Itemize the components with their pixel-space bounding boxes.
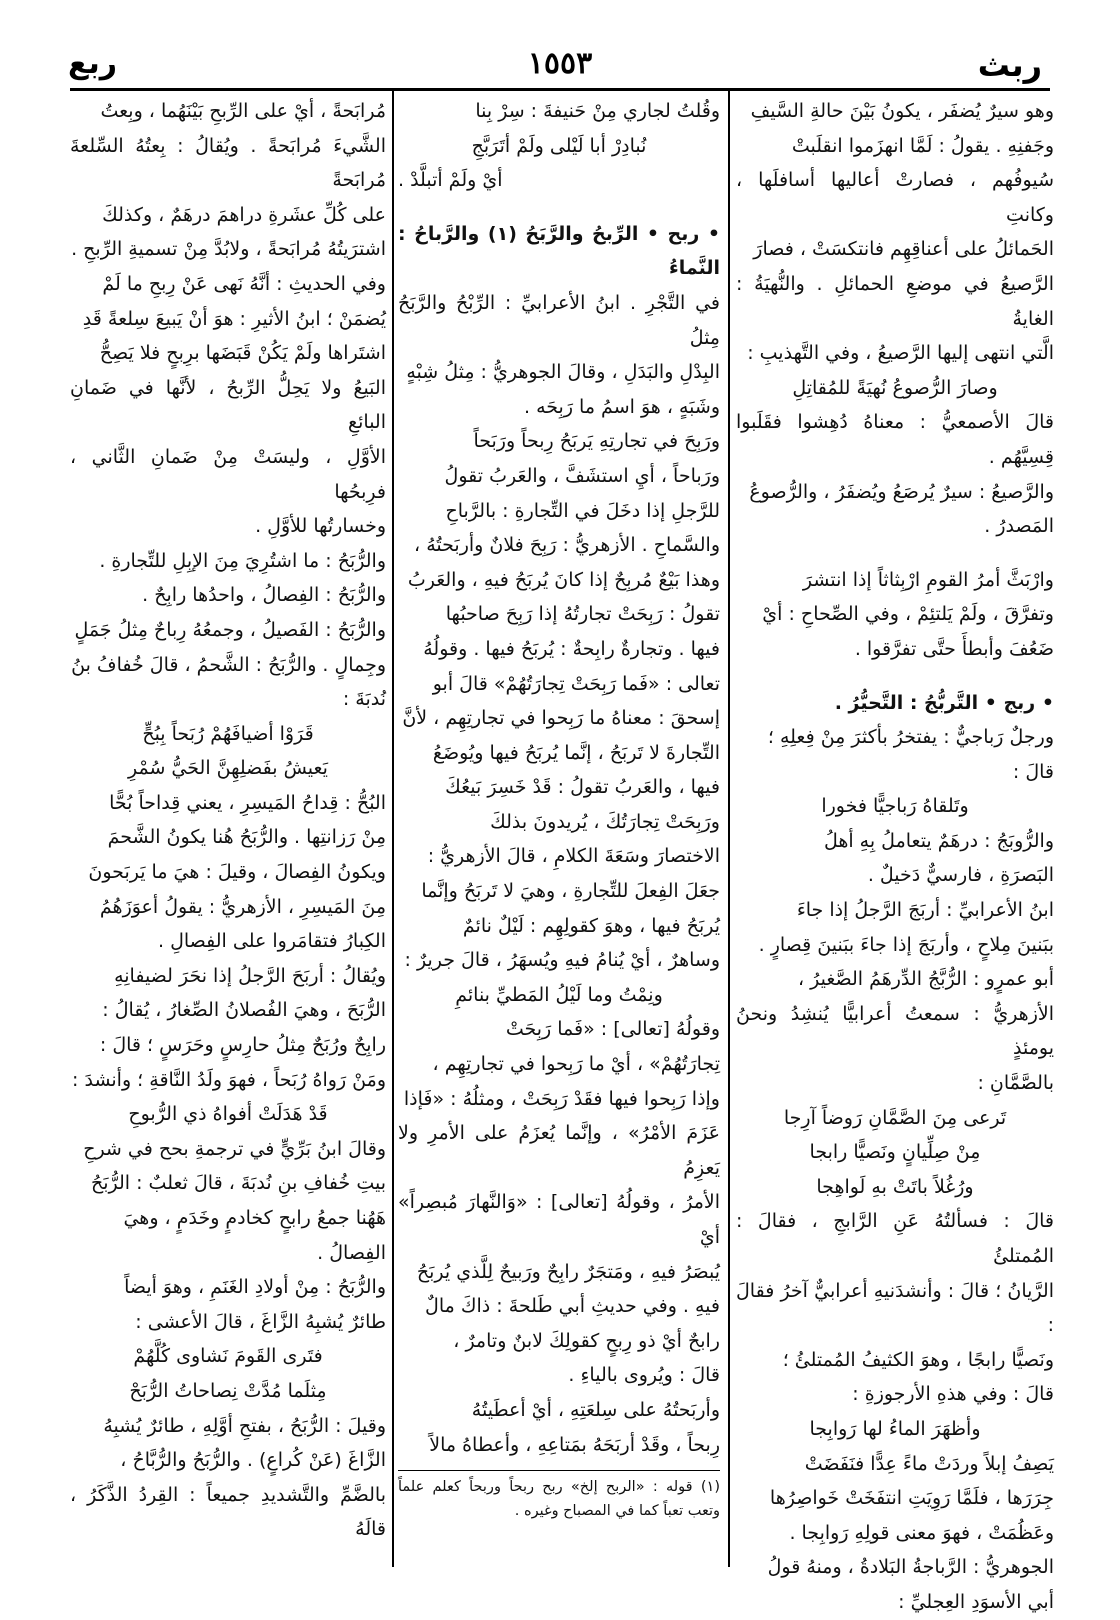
text-line: قالَ الأصمعيُّ : معناهُ دُهِشوا فقَلَبوا قِسِيَّهُم .	[736, 411, 1054, 468]
text-line: المَصدرُ .	[984, 515, 1054, 538]
verse-line: مِنْ صِلِّيانٍ ونَصيًّا رابجا	[809, 1141, 981, 1164]
text-line: البَصرَةِ ، فارسيٌّ دَخيلٌ .	[867, 864, 1054, 887]
text-line: الاختصارَ وسَعَةَ الكلامِ ، قالَ الأزهريُّ :	[427, 845, 720, 868]
text-line: وارْبَثَّ أمرُ القومِ ارْبِثاثاً إذا انتشرَ	[802, 568, 1054, 591]
text-line: ورَباحاً ، أيِ استشَفَّ ، والعَربُ تقولُ	[444, 464, 720, 487]
text-line: وقولُهُ [تعالى] : «فَما رَبِحَتْ	[505, 1018, 720, 1041]
text-line: الَّتي انتهى إليها الرَّصيعُ ، وفي التَّهذيبِ :	[747, 342, 1054, 365]
text-line: عَزَمَ الأمْرُ» ، وإنَّما يُعزَمُ على الأمرِ ولا يَعزِمُ	[398, 1122, 720, 1179]
text-line: رابِحٌ ورُبَحٌ مِثلُ حارِسٍ وحَرَسٍ ؛ قالَ :	[99, 1034, 386, 1057]
verse-line: يَعيشُ بفَضلِهِنَّ الحَيُّ سُمْرِ	[128, 757, 328, 780]
column-divider-right	[728, 90, 730, 1567]
text-line: والرُّوبَجُ : درهَمٌ يتعاملُ بِهِ أهلُ	[823, 829, 1054, 852]
text-line: ونَصيًّا رابجًا ، وهوَ الكثيفُ المُمتلئُ ؛	[782, 1348, 1054, 1371]
text-line: البُحُّ : قِداحُ المَيسِرِ ، يعني قِداحاً بُحًّا	[109, 791, 386, 814]
text-line: الكِبارُ فتقامَروا على الفِصالِ .	[158, 930, 386, 953]
text-line: الأزهريُّ : سمعتُ أعرابيًّا يُنشِدُ ونحنُ يومئذٍ	[736, 1002, 1054, 1060]
text-line: وقيلَ : الرُّبَحُ ، بفتحِ أوَّلِهِ ، طائرٌ يُشبِهُ	[103, 1414, 386, 1437]
text-line: فيهِ . وفي حديثِ أبي طَلحةَ : ذاكَ مالٌ	[425, 1295, 720, 1318]
text-line: ابنُ الأعرابيِّ : أربَجَ الرَّجلُ إذا جاءَ	[796, 899, 1054, 922]
text-line: تقولُ : رَبِحَتْ تجارتُهُ إذا رَبِحَ صاحبُها	[445, 603, 720, 626]
header-root-left: ربع	[68, 46, 118, 81]
text-line: فيها ، والعَربُ تقولُ : قَدْ خَسِرَ بَيعُكَ	[445, 776, 720, 799]
entry-heading-rbj: • ربج • التَّربُّجُ : التَّحيُّرُ .	[834, 691, 1054, 714]
text-line: في التَّجْرِ . ابنُ الأعرابيِّ : الرِّبْحُ والرَّبَحُ مِثلُ	[398, 291, 720, 349]
verse-line: قَدْ هَدَلَتْ أفواهُ ذي الرُّبوحِ	[128, 1103, 328, 1126]
column-divider-left	[392, 90, 394, 1567]
text-line: والرَّصيعُ : سيرٌ يُرصَعُ ويُضفَرُ ، والرُّصوعُ	[749, 480, 1054, 503]
text-line: الزَّاغَ (عَنْ كُراعٍ) . والرُّبَحُ والرُّبَّاحُ ،	[120, 1449, 386, 1472]
verse-line: قَرَوْا أضيافَهُمْ رُبَحاً بِبُحٍّ	[142, 722, 314, 745]
text-line: اشترَيتُهُ مُرابَحةً ، ولابُدَّ مِنْ تسميةِ الرِّبحِ .	[71, 238, 386, 261]
verse-line: ونِمْتُ وما لَيْلُ المَطيِّ بنائمِ	[455, 983, 663, 1006]
text-line: وخسارتُها للأوَّلِ .	[255, 515, 386, 538]
text-line: والسَّماحِ . الأزهريُّ : رَبِحَ فلانٌ وأربَحتُهُ ،	[414, 534, 720, 557]
text-line: بالصَّمَّانِ :	[977, 1072, 1054, 1095]
verse-line: ورُغُلاً باتَتْ بهِ لَواهِجا	[816, 1175, 974, 1198]
header-rule	[70, 88, 1050, 91]
verse-line: نُبادِرْ أبا لَيْلى ولَمْ أتَرَبَّجِ	[471, 134, 647, 157]
text-line: قالَ :	[1012, 760, 1054, 783]
text-line: بيتِ خُفافِ بنِ نُدبَةَ ، قالَ ثعلبٌ : الرُّبَحُ	[90, 1172, 386, 1195]
text-line: مُرابَحةً ، أيْ على الرِّبحِ بَيْنَهُما ، وبِعتُ	[100, 100, 386, 122]
text-line: وعَظُمَتْ ، فهوَ معنى قولِهِ رَوابِجا .	[789, 1521, 1054, 1544]
text-line: تِجارَتُهُمْ» ، أيْ ما رَبِحوا في تجارتِهِم ،	[432, 1053, 720, 1076]
text-line: الرَّيانُ ؛ قالَ : وأنشدَنيهِ أعرابيٌّ آخرُ فقالَ :	[736, 1279, 1054, 1337]
text-line: أبو عمرٍو : الرُّبَّجُ الدِّرهَمُ الصَّغيرُ ،	[797, 968, 1054, 991]
text-line: مِنَ المَيسِرِ ، الأزهريُّ : يقولُ أعوَزَهُمُ	[99, 895, 386, 918]
text-line: وقُلتُ لجاري مِنْ حَنيفةَ : سِرْ بِنا	[475, 100, 720, 122]
entry-heading-rbh: • ربح • الرِّبحُ والرَّبَحُ (١) والرَّباحُ : النَّماءُ	[398, 222, 720, 280]
text-line: وهذا بَيْعٌ مُربِحٌ إذا كانَ يُربَحُ فيهِ ، والعَربُ	[407, 568, 720, 591]
verse-line: مِثلَما مُدَّتْ نِصاحاتُ الرُّبَحْ	[129, 1379, 327, 1402]
text-line: ضَعُفَ وأبطأَ حتَّى تفرَّقوا .	[854, 637, 1054, 660]
text-line: وتفرَّقَ ، ولَمْ يَلتئِمْ ، وفي الصِّحاحِ : أيْ	[762, 603, 1054, 626]
text-line: البَيعُ ولا يَحِلُّ الرِّبحُ ، لأنَّها في ضَمانِ البائعِ	[70, 376, 386, 434]
text-line: تعالى : «فَما رَبِحَتْ تِجارَتُهُمْ» قالَ أبو	[432, 672, 720, 695]
text-line: قالَ : فسألتُهُ عَنِ الرَّابجِ ، فقالَ : المُمتلئُ	[736, 1210, 1054, 1267]
footnote-rule	[398, 1470, 720, 1471]
text-line: أيْ ولَمْ أتبلَّدْ .	[398, 169, 503, 192]
text-line: قالَ : ويُروى بالياءِ .	[568, 1364, 720, 1387]
text-line: ومَنْ رَواهُ رُبَحاً ، فهوَ ولَدُ النَّاقةِ ؛ وأنشدَ :	[72, 1068, 386, 1091]
text-line: وإذا رَبِحوا فيها فقَدْ رَبِحَتْ ، ومثلُهُ : «فَإذا	[403, 1087, 720, 1110]
text-line: والرُّبَحُ : الفَصيلُ ، وجمعُهُ رِباحٌ مِثلُ جَمَلٍ	[74, 618, 386, 641]
text-line: وجِمالٍ . والرُّبَحُ : الشَّحمُ ، قالَ خُفافُ بنُ	[71, 653, 386, 676]
text-line: الفِصالُ .	[317, 1241, 386, 1264]
text-line: رابحٌ أيْ ذو رِبحٍ كقولِكَ لابنٌ وتامرٌ ،	[453, 1329, 720, 1352]
column-left	[70, 94, 386, 1572]
footnote: (١) قوله : «الربح إلخ» ربح ربحاً وربحاً كعلم علماً وتعب تعباً كما في المصباح وغيره .	[398, 1479, 720, 1520]
text-line: والرُّبَحُ : الفِصالُ ، واحدُها رابِحٌ .	[142, 584, 386, 607]
text-line: طائرٌ يُشبِهُ الزَّاغَ ، قالَ الأعشى :	[135, 1310, 386, 1333]
verse-line: وتَلقاهُ رَباجيًّا فخورا	[821, 795, 969, 818]
text-line: هَهُنا جمعُ رابحٍ كخادمٍ وخَدَمٍ ، وهيَ	[123, 1207, 386, 1229]
text-line: التِّجارةَ لا تَربَحُ ، إنَّما يُربَحُ فيها ويُوضَعُ	[432, 741, 720, 764]
text-line: مِنْ رَزانتِها . والرُّبَحُ هُنا يكونُ الشَّحمَ	[107, 826, 386, 849]
text-line: جعَلَ الفِعلَ للتِّجارةِ ، وهيَ لا تَربَحُ وإنَّما	[421, 880, 720, 903]
text-line: اشتَراها ولَمْ يَكُنْ قَبَضَها برِبحٍ فلا يَصِحُّ	[99, 342, 386, 365]
text-line: نُدبَةَ :	[342, 688, 386, 711]
text-line: قالَ : وفي هذهِ الأرجوزةِ :	[852, 1383, 1054, 1406]
text-line: للرَّجلِ إذا دخَلَ في التِّجارةِ : بالرَّباحِ	[445, 499, 720, 522]
verse-line: فتَرى القَومَ نَشاوى كُلَّهُمْ	[133, 1345, 323, 1368]
text-line: ورَبِحَ في تجارتِهِ يَربَحُ رِبحاً ورَبَحاً	[473, 430, 720, 453]
verse-line: وصارَ الرُّصوعُ نُهيَةً للمُقاتِلِ	[792, 376, 998, 399]
text-line: جِرَرَها ، فلَمَّا رَوِيَتِ انتفَخَتْ خَواصِرُها	[769, 1487, 1054, 1510]
text-line: الشَّيءَ مُرابَحةً . ويُقالُ : بِعتُهُ السِّلعةَ مُرابَحةً	[70, 134, 386, 192]
text-line: الجوهريُّ : الرَّباجةُ البَلادةُ ، ومنهُ قولُ	[767, 1556, 1054, 1579]
text-line: الأوَّلِ ، وليسَتْ مِنْ ضَمانِ الثَّاني ، فرِبحُها	[70, 445, 386, 503]
text-line: بالضَّمِّ والتَّشديدِ جميعاً : القِردُ الذَّكَرُ ، قالَهُ	[70, 1483, 386, 1541]
text-line: وشَبَهٍ ، هوَ اسمُ ما رَبِحَه .	[524, 395, 720, 418]
text-line: الأمرُ ، وقولُهُ [تعالى] : «وَالنَّهارَ مُبصِراً» أيْ	[398, 1191, 720, 1248]
text-line: سُيوفُهم ، فصارتْ أعاليها أسافلَها ، وكانتِ	[736, 169, 1054, 226]
text-line: البِدْلِ والبَدَلِ ، وقالَ الجوهريُّ : مِثلُ شِبْهٍ	[406, 361, 720, 384]
verse-line: تَرعى مِنَ الصَّمَّانِ رَوضاً آرِجا	[783, 1106, 1007, 1129]
text-line: يُبصَرُ فيهِ ، ومَتجَرٌ رابِحٌ ورَبيحٌ لِلَّذي يُربَحُ	[416, 1260, 720, 1283]
header-root-right: ربث	[977, 46, 1042, 84]
text-line: وجَفنِهِ . يقولُ : لَمَّا انهزَموا انقلَبتْ	[791, 134, 1054, 157]
page-number: ١٥٥٣	[527, 46, 593, 81]
text-line: ورجلٌ رَباجيٌّ : يفتخرُ بأكثرَ مِنْ فِعلِهِ ؛	[767, 726, 1054, 749]
text-line: ويكونُ الفِصالَ ، وقيلَ : هيَ ما يَربَحونَ	[88, 861, 386, 884]
text-line: يَصِفُ إبلاً وردَتْ ماءً عِدًّا فنَفَضَتْ	[804, 1452, 1054, 1475]
text-line: والرُّبَحُ : مِنْ أولادِ الغَنَمِ ، وهوَ أيضاً	[124, 1276, 386, 1299]
text-line: إسحقَ : معناهُ ما رَبِحوا في تجارتِهِم ، لأنَّ	[402, 707, 720, 730]
text-line: يُربَحُ فيها ، وهوَ كقولِهِم : لَيْلٌ نائمٌ	[462, 914, 720, 937]
text-line: ورَبِحَتْ تِجارَتُكَ ، يُريدونَ بذلكَ	[490, 810, 720, 833]
column-middle	[398, 94, 720, 1572]
text-line: الرُّبَحَ ، وهيَ الفُصلانُ الصِّغارُ ، يُقالُ :	[102, 999, 386, 1022]
text-line: الرَّصيعُ في موضعِ الحمائلِ . والنُّهيَةُ : الغايةُ	[736, 272, 1054, 330]
text-line: ويُقالُ : أربَحَ الرَّجلُ إذا نحَرَ لضيفانِهِ	[114, 964, 386, 987]
verse-line: وأظهَرَ الماءُ لها رَوابِجا	[809, 1417, 981, 1440]
text-line: رِبحاً ، وقَدْ أربَحَهُ بمَتاعِهِ ، وأعطاهُ مالاً	[429, 1433, 720, 1456]
text-line: وساهرٌ ، أيْ يُنامُ فيهِ ويُسهَرُ ، قالَ جريرٌ :	[404, 949, 720, 972]
text-line: والرُّبَحُ : ما اشتُرِيَ مِنَ الإبِلِ للتِّجارةِ .	[99, 549, 386, 572]
text-line: وفي الحديثِ : أنَّهُ نَهى عَنْ رِبحِ ما لَمْ	[102, 272, 386, 295]
text-line: وهو سيرٌ يُضفَر ، يكونُ بَيْنَ حالةِ السَّيفِ	[750, 100, 1054, 122]
text-line: فيها . وتجارةٌ رابِحةٌ : يُربَحُ فيها . وقولُهُ	[423, 637, 720, 660]
text-line: ببَنينَ مِلاحٍ ، وأربَجَ إذا جاءَ ببَنينَ قِصارٍ .	[758, 933, 1054, 956]
text-line: على كُلِّ عشَرةِ دراهمَ درهَمٌ ، وكذلكَ	[102, 203, 386, 226]
text-line: أبي الأسوَدِ العِجليِّ :	[898, 1590, 1054, 1613]
text-line: وأربَحتُهُ على سِلعَتِهِ ، أيْ أعطَيتُهُ	[471, 1398, 720, 1421]
text-line: وقالَ ابنُ بَرِّيٍّ في ترجمةِ بحح في شرحِ	[83, 1137, 386, 1160]
text-line: الحَمائلُ على أعناقِهِم فانتكسَتْ ، فصارَ	[753, 238, 1054, 261]
text-line: يُضمَنْ ؛ ابنُ الأثيرِ : هوَ أنْ يَبيعَ سِلعةً قَدِ	[82, 307, 386, 330]
column-right	[736, 94, 1054, 1613]
